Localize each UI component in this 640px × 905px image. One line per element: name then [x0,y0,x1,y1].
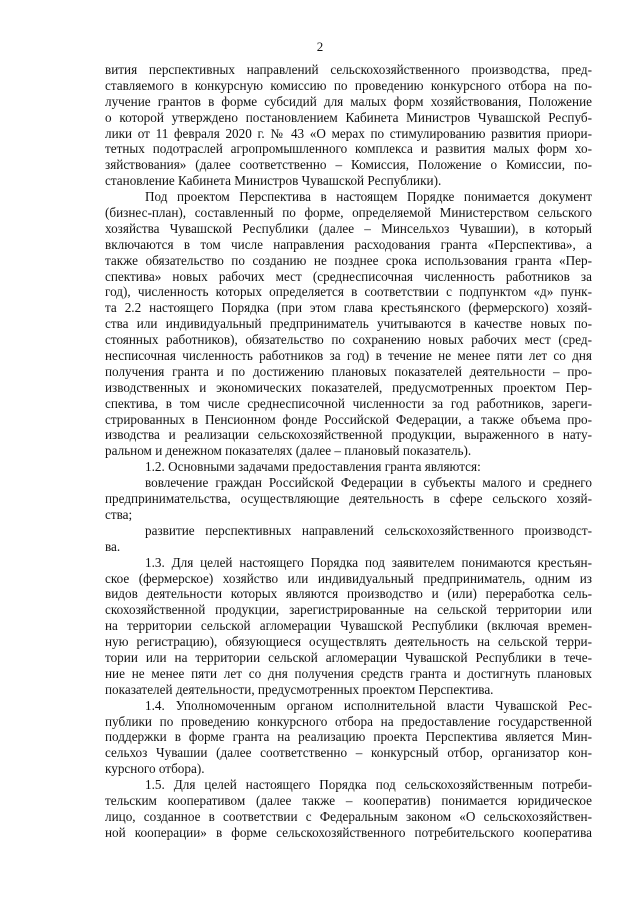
text-line: изводства и реализации сельскохозяйственной продукции, выраженного в нату- [105,427,592,443]
text-line: скохозяйственной продукции, зарегистрированные на сельской территории или [105,602,592,618]
text-line: ную регистрацию), обязующиеся осуществлять деятельность на сельской терри- [105,634,592,650]
text-line: спектива, в том числе среднесписочной численности за год работников, зареги- [105,395,592,411]
text-line: развитие перспективных направлений сельскохозяйственного производст- [145,522,592,538]
text-line: несписочная численность работников за год) в течение не менее пяти лет со дня [105,348,592,364]
text-line: ной кооперации» в форме сельскохозяйственного потребительского кооператива [105,824,592,840]
text-line: включаются в том числе направления расходования гранта «Перспектива», а [105,236,592,252]
text-line: 1.2. Основными задачами предоставления гранта являются: [145,459,481,475]
text-line: публики по проведению конкурсного отбора на предоставление государственной [105,713,592,729]
text-line: тории или на территории сельской агломерации Чувашской Республики в тече- [105,649,592,665]
text-line: лицо, созданное в соответствии с Федеральным законом «О сельскохозяйствен- [105,808,592,824]
text-line: вовлечение граждан Российской Федерации в субъекты малого и среднего [145,475,592,491]
text-line: стоянных работников), обязательство по сохранению новых рабочих мест (сред- [105,332,592,348]
text-line: спектива» новых рабочих мест (среднесписочная численность работников за [105,268,592,284]
text-line: 1.3. Для целей настоящего Порядка под заявителем понимаются крестьян- [145,554,592,570]
text-line: ва. [105,538,121,554]
text-line: ставляемого в конкурсную комиссию по проведению конкурсного отбора на по- [105,77,592,93]
text-line: получения гранта и по достижению плановых показателей деятельности – про- [105,363,592,379]
text-line: на территории сельской агломерации Чувашской Республики (включая времен- [105,618,592,634]
text-line: ральном и денежном показателях (далее – плановый показатель). [105,443,472,459]
text-line: курсного отбора). [105,761,205,777]
document-body-text [105,62,592,841]
text-line: хозяйства Чувашской Республики (далее – Минсельхоз Чувашии), в который [105,220,592,236]
text-line: зяйствования» (далее соответственно – Комиссия, Положение о Комиссии, по- [105,157,592,173]
text-line: тельским кооперативом (далее также – кооператив) понимается юридическое [105,792,592,808]
text-line: видов деятельности которых являются производство и (или) переработка сель- [105,586,592,602]
text-line: становление Кабинета Министров Чувашской Республики). [105,173,442,189]
text-line: стрированных в Пенсионном фонде Российской Федерации, а также объема про- [105,411,592,427]
text-line: изводственных и экономических показателей, предусмотренных проектом Пер- [105,379,592,395]
text-line: вития перспективных направлений сельскохозяйственного производства, пред- [105,62,592,77]
text-line: предпринимательства, осуществляющие деятельность в сфере сельского хозяй- [105,491,592,507]
text-line: ское (фермерское) хозяйство или индивидуальный предприниматель, одним из [105,570,592,586]
text-line: ние не менее пяти лет со дня получения средств гранта и достигнуть плановых [105,665,592,681]
text-line: 1.4. Уполномоченным органом исполнительной власти Чувашской Рес- [145,697,592,713]
text-line: тетных подотраслей агропромышленного комплекса и развития малых форм хо- [105,141,592,157]
text-line: (бизнес-план), составленный по форме, определяемой Министерством сельского [105,205,592,221]
text-line: лики от 11 февраля 2020 г. № 43 «О мерах по стимулированию развития приори- [105,125,592,141]
text-line: о которой утверждено постановлением Кабинета Министров Чувашской Респуб- [105,109,592,125]
text-line: ства; [105,506,133,522]
text-line: ства или индивидуальный предприниматель учитываются в качестве новых по- [105,316,592,332]
text-line: лучение грантов в форме субсидий для малых форм хозяйствования, Положение [105,93,592,109]
text-line: сельхоз Чувашии (далее соответственно – конкурсный отбор, организатор кон- [105,745,592,761]
text-line: та 2.2 настоящего Порядка (при этом глава крестьянского (фермерского) хозяй- [105,300,592,316]
text-line: показателей деятельности, предусмотренных проектом Перспектива. [105,681,494,697]
text-line: также обязательство по созданию не позднее срока использования гранта «Пер- [105,252,592,268]
text-line: год), численность которых определяется в соответствии с подпунктом «д» пунк- [105,284,592,300]
text-line: поддержки в форме гранта на реализацию проекта Перспектива является Мин- [105,729,592,745]
text-line: Под проектом Перспектива в настоящем Порядке понимается документ [145,189,592,205]
page-number: 2 [316,39,324,54]
text-line: 1.5. Для целей настоящего Порядка под сельскохозяйственным потреби- [145,777,592,793]
